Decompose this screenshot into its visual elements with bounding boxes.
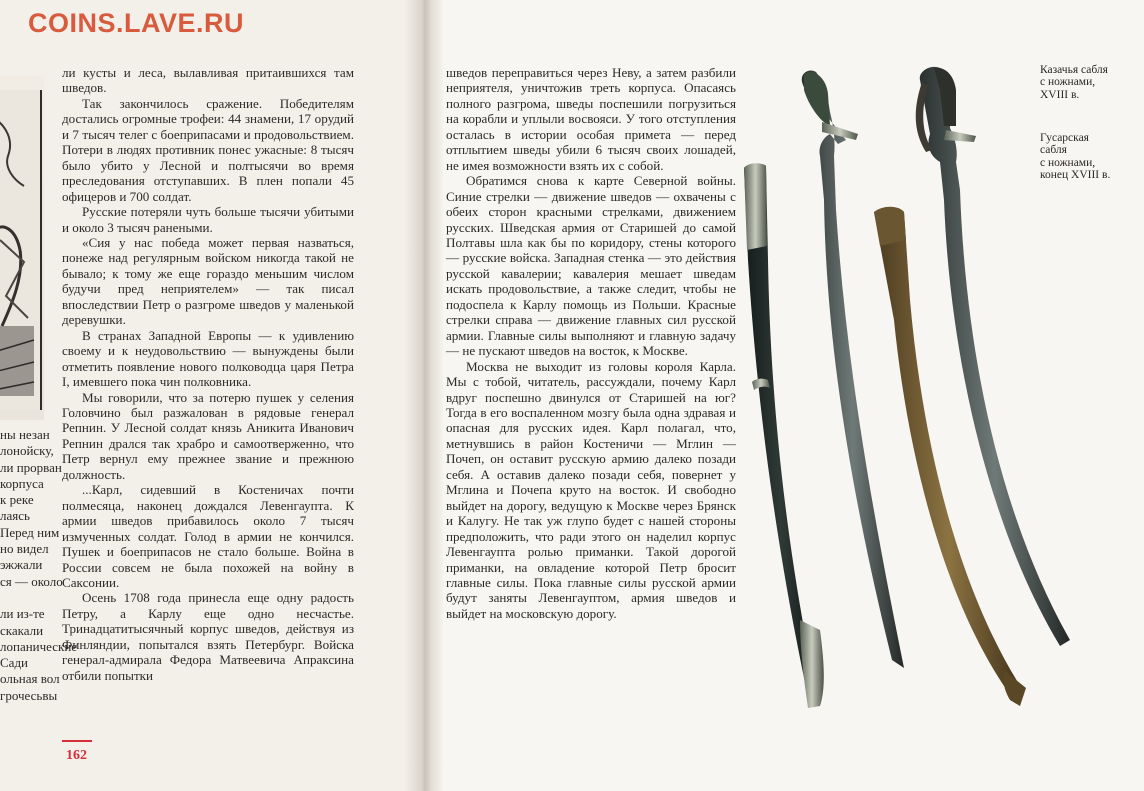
cut-line: но видел <box>0 541 49 557</box>
cut-line: ли прорван <box>0 459 62 475</box>
cut-line: эжжали <box>0 557 43 573</box>
left-main-column <box>62 65 354 683</box>
paragraph: Русские потеряли чуть больше тысячи убитыми и около 3 тысяч ранеными. <box>62 204 354 235</box>
caption-line: с ножнами, <box>1040 156 1096 169</box>
cut-line: лаясь <box>0 508 30 524</box>
caption-line: XVIII в. <box>1040 88 1080 101</box>
cut-line: ся — около <box>0 573 63 589</box>
cut-line <box>0 590 50 606</box>
paragraph: Обратимся снова к карте Северной войны. Синие стрелки — движение шведов — охвачены с обеих сторон красными стрелками, движением русских. Шведская армия от Старишей до самой Полтавы шла как бы по коридору, стены которого — русские войска. Западная стенка — это действия русской кавалерии; кавалерия мешает шведам искать продовольствие, а также следит, чтобы не подоспела к Карлу помощь из Польши. Красные стрелки справа — движение главных сил русской армии. Главные силы выполняют и главную задачу — не пускают шведов на восток, к Москве. <box>446 173 736 359</box>
cut-line: Перед ним <box>0 524 60 540</box>
paragraph: Так закончилось сражение. Победителям достались огромные трофеи: 44 знамени, 17 орудий и 7 тысяч телег с боеприпасами и продовольствием. Потери в людях противник понес ужасные: 8 тысяч было убито у Лесной и полтысячи во время преследования отступавших. В плен попали 45 офицеров и 700 солдат. <box>62 95 354 204</box>
cut-line: ли из-те <box>0 606 45 622</box>
paragraph: Осень 1708 года принесла еще одну радость Петру, а Карлу еще одно несчастье. Тринадцатитысячный корпус шведов, действуя из Финляндии, попытался взять Петербург. Войска генерал-адмирала Федора Матвеевича Апраксина отбили попытки <box>62 590 354 683</box>
engraving-fragment <box>0 90 40 410</box>
sabers-drawing <box>734 60 1050 720</box>
paragraph: В странах Западной Европы — к удивлению своему и к неудовольствию — вынуждены были отметить появление нового полководца царя Петра I, имевшего пока чин полковника. <box>62 327 354 390</box>
caption-line: Казачья сабля <box>1040 64 1108 76</box>
paragraph: Москва не выходит из головы короля Карла. Мы с тобой, читатель, рассуждали, почему Карл вдруг поспешно двинулся от Старишей на юг? Тогда в его воспаленном мозгу была одна здравая и опасная для русских идея. Карл полагал, что, метнувшись в район Костеничи — Мглин — Почеп, он оставит русскую армию далеко позади себя. А оставив далеко позади себя, повернет у Мглина и Почепа круто на восток. И свободно выйдет на дорогу, ведущую к Москве через Брянск и Калугу. Не так уж глупо будет с нашей стороны предположить, что ради этого он наделил корпус Левенгаупта ролью приманки. Такой дорогой приманки, на овладение которой Петр бросит главные силы. Пока главные силы русской армии будут заняты Левенгауптом, армия шведов и выйдет на московскую дорогу. <box>446 358 736 621</box>
caption-line: сабля <box>1040 144 1067 157</box>
paragraph: шведов переправиться через Неву, а затем разбили неприятеля, уничтожив треть корпуса. Опасаясь полного разгрома, шведы поспешили погрузиться на корабли и уплыли восвояси. У того отступления осталась в истории особая примета — перед отплытием шведы убили 6 тысяч своих лошадей, не имея возможности взять их с собой. <box>446 65 736 173</box>
cut-line: к реке <box>0 492 34 508</box>
book-gutter <box>405 0 443 791</box>
quote-paragraph: «Сия у нас победа может первая назваться, понеже над регулярным войском никогда такой не бывало; к тому же еще гораздо меньшим числом будучи пред неприятелем» — так писал впоследствии Петр о разгроме шведов у маленькой деревушки. <box>62 234 354 328</box>
cut-line: лопанические <box>0 638 78 654</box>
right-main-column <box>446 65 736 621</box>
sabers-illustration <box>734 60 1050 720</box>
cut-line: скакали <box>0 622 44 638</box>
paragraph: ли кусты и леса, вылавливая притаившихся там шведов. <box>62 65 354 96</box>
cossack-saber-scabbard <box>744 163 824 708</box>
caption-line: с ножнами, <box>1040 76 1096 89</box>
caption-cossack-saber <box>1040 64 1108 101</box>
cossack-saber-blade <box>802 70 904 668</box>
cut-line: ны незан <box>0 427 50 442</box>
cut-line: грочесьвы <box>0 687 58 703</box>
caption-line: конец XVIII в. <box>1040 169 1111 182</box>
paragraph: ...Карл, сидевший в Костеничах почти полмесяца, наконец дождался Левенгаупта. К армии шведов прибавилось около 7 тысяч измученных солдат. Голод в армии не кончился. Пушек и боеприпасов не стало больше. Война в России совсем не была похожей на войну в Саксонии. <box>62 482 354 590</box>
watermark: COINS.LAVE.RU <box>28 8 245 38</box>
page-number-rule <box>62 740 92 742</box>
illustration-frame <box>0 90 42 410</box>
left-illustration-fragment <box>0 76 44 420</box>
caption-line: Гусарская <box>1040 132 1089 144</box>
paragraph: Мы говорили, что за потерю пушек у селения Головчино был разжалован в рядовые генерал Репнин. У Лесной солдат князь Аникита Иванович Репнин дрался так храбро и самоотверженно, что Петр вернул ему прежнее звание и прежнюю должность. <box>62 389 354 482</box>
cut-line: Сади <box>0 655 29 671</box>
cut-line: ольная вол <box>0 671 60 687</box>
caption-hussar-saber <box>1040 132 1110 182</box>
page-number: 162 <box>66 748 87 763</box>
cut-line: лонойску, <box>0 443 54 459</box>
left-cut-column <box>0 427 78 704</box>
cut-line: корпуса <box>0 475 44 491</box>
